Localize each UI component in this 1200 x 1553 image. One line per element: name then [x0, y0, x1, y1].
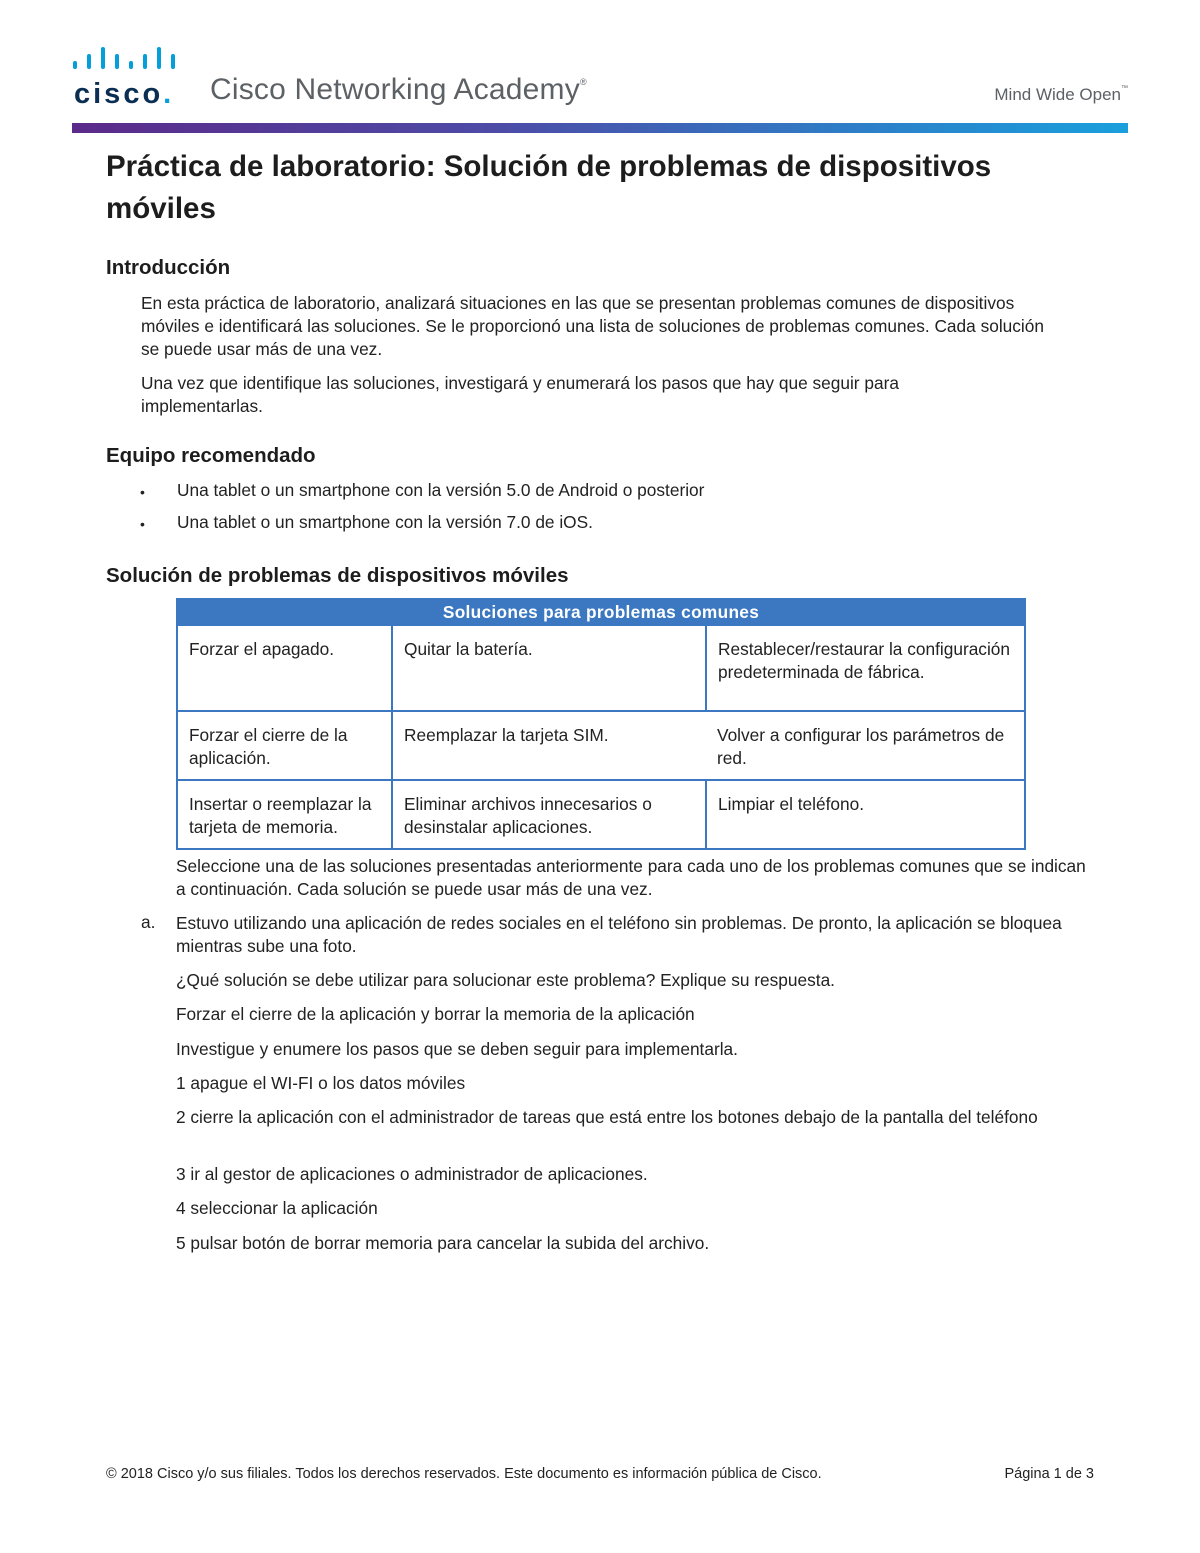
step-2: 2 cierre la aplicación con el administrador de tareas que está entre los botones debajo de la pantalla del teléfono [176, 1107, 1038, 1127]
table-cell: Quitar la batería. [392, 625, 706, 711]
footer-copyright: © 2018 Cisco y/o sus filiales. Todos los derechos reservados. Este documento es información pública de Cisco. [106, 1466, 822, 1482]
scenario-text: Estuvo utilizando una aplicación de redes sociales en el teléfono sin problemas. De pronto, la aplicación se bloquea mientras sube una foto. [176, 913, 1062, 956]
troubleshooting-heading: Solución de problemas de dispositivos móviles [106, 564, 569, 587]
table-cell: Reemplazar la tarjeta SIM. [392, 711, 706, 780]
table-cell: Eliminar archivos innecesarios o desinstalar aplicaciones. [392, 780, 706, 849]
cisco-logo-wordmark: cisco. [74, 78, 175, 110]
table-cell: Forzar el apagado. [177, 625, 392, 711]
equipment-item-text: Una tablet o un smartphone con la versión 7.0 de iOS. [177, 512, 593, 532]
table-cell: Limpiar el teléfono. [706, 780, 1025, 849]
step-1: 1 apague el WI-FI o los datos móviles [176, 1073, 466, 1093]
bullet-icon: • [140, 484, 145, 500]
step-5: 5 pulsar botón de borrar memoria para cancelar la subida del archivo. [176, 1233, 710, 1253]
table-cell: Restablecer/restaurar la configuración predeterminada de fábrica. [706, 625, 1025, 711]
table-row [177, 711, 1025, 780]
academy-name: Cisco Networking Academy® [210, 73, 587, 106]
table-cell: Insertar o reemplazar la tarjeta de memoria. [177, 780, 392, 849]
page-header [72, 40, 1128, 135]
table-header: Soluciones para problemas comunes [177, 599, 1025, 625]
page-number: Página 1 de 3 [1004, 1466, 1094, 1482]
step-3: 3 ir al gestor de aplicaciones o administrador de aplicaciones. [176, 1164, 648, 1184]
answer-text: Forzar el cierre de la aplicación y borrar la memoria de la aplicación [176, 1004, 695, 1024]
question-text: ¿Qué solución se debe utilizar para solucionar este problema? Explique su respuesta. [176, 970, 835, 990]
solutions-table [176, 598, 1026, 850]
bullet-icon: • [140, 516, 145, 532]
instruction-paragraph: Seleccione una de las soluciones presentadas anteriormente para cada uno de los problemas comunes que se indican a continuación. Cada solución se puede usar más de una vez. [176, 856, 1086, 899]
table-row [177, 625, 1025, 711]
item-label: a. [141, 912, 156, 932]
intro-paragraph-2: Una vez que identifique las soluciones, investigará y enumerará los pasos que hay que seguir para implementarlas. [141, 373, 899, 416]
equipment-item-text: Una tablet o un smartphone con la versión 5.0 de Android o posterior [177, 480, 705, 500]
table-row [177, 780, 1025, 849]
page-title: Práctica de laboratorio: Solución de problemas de dispositivos móviles [106, 150, 992, 225]
table-cell: Forzar el cierre de la aplicación. [177, 711, 392, 780]
brand-gradient-bar [72, 123, 1128, 133]
step-4: 4 seleccionar la aplicación [176, 1198, 378, 1218]
table-cell: Volver a configurar los parámetros de red. [706, 711, 1025, 780]
intro-heading: Introducción [106, 256, 231, 279]
tagline: Mind Wide Open™ [994, 85, 1128, 104]
research-text: Investigue y enumere los pasos que se deben seguir para implementarla. [176, 1039, 738, 1059]
intro-paragraph-1: En esta práctica de laboratorio, analizará situaciones en las que se presentan problemas comunes de dispositivos móviles e identificará las soluciones. Se le proporcionó una lista de soluciones de problemas comunes. Cada solución se puede usar más de una vez. [141, 293, 1044, 359]
equipment-heading: Equipo recomendado [106, 444, 316, 467]
cisco-logo-bars-icon [72, 44, 180, 74]
